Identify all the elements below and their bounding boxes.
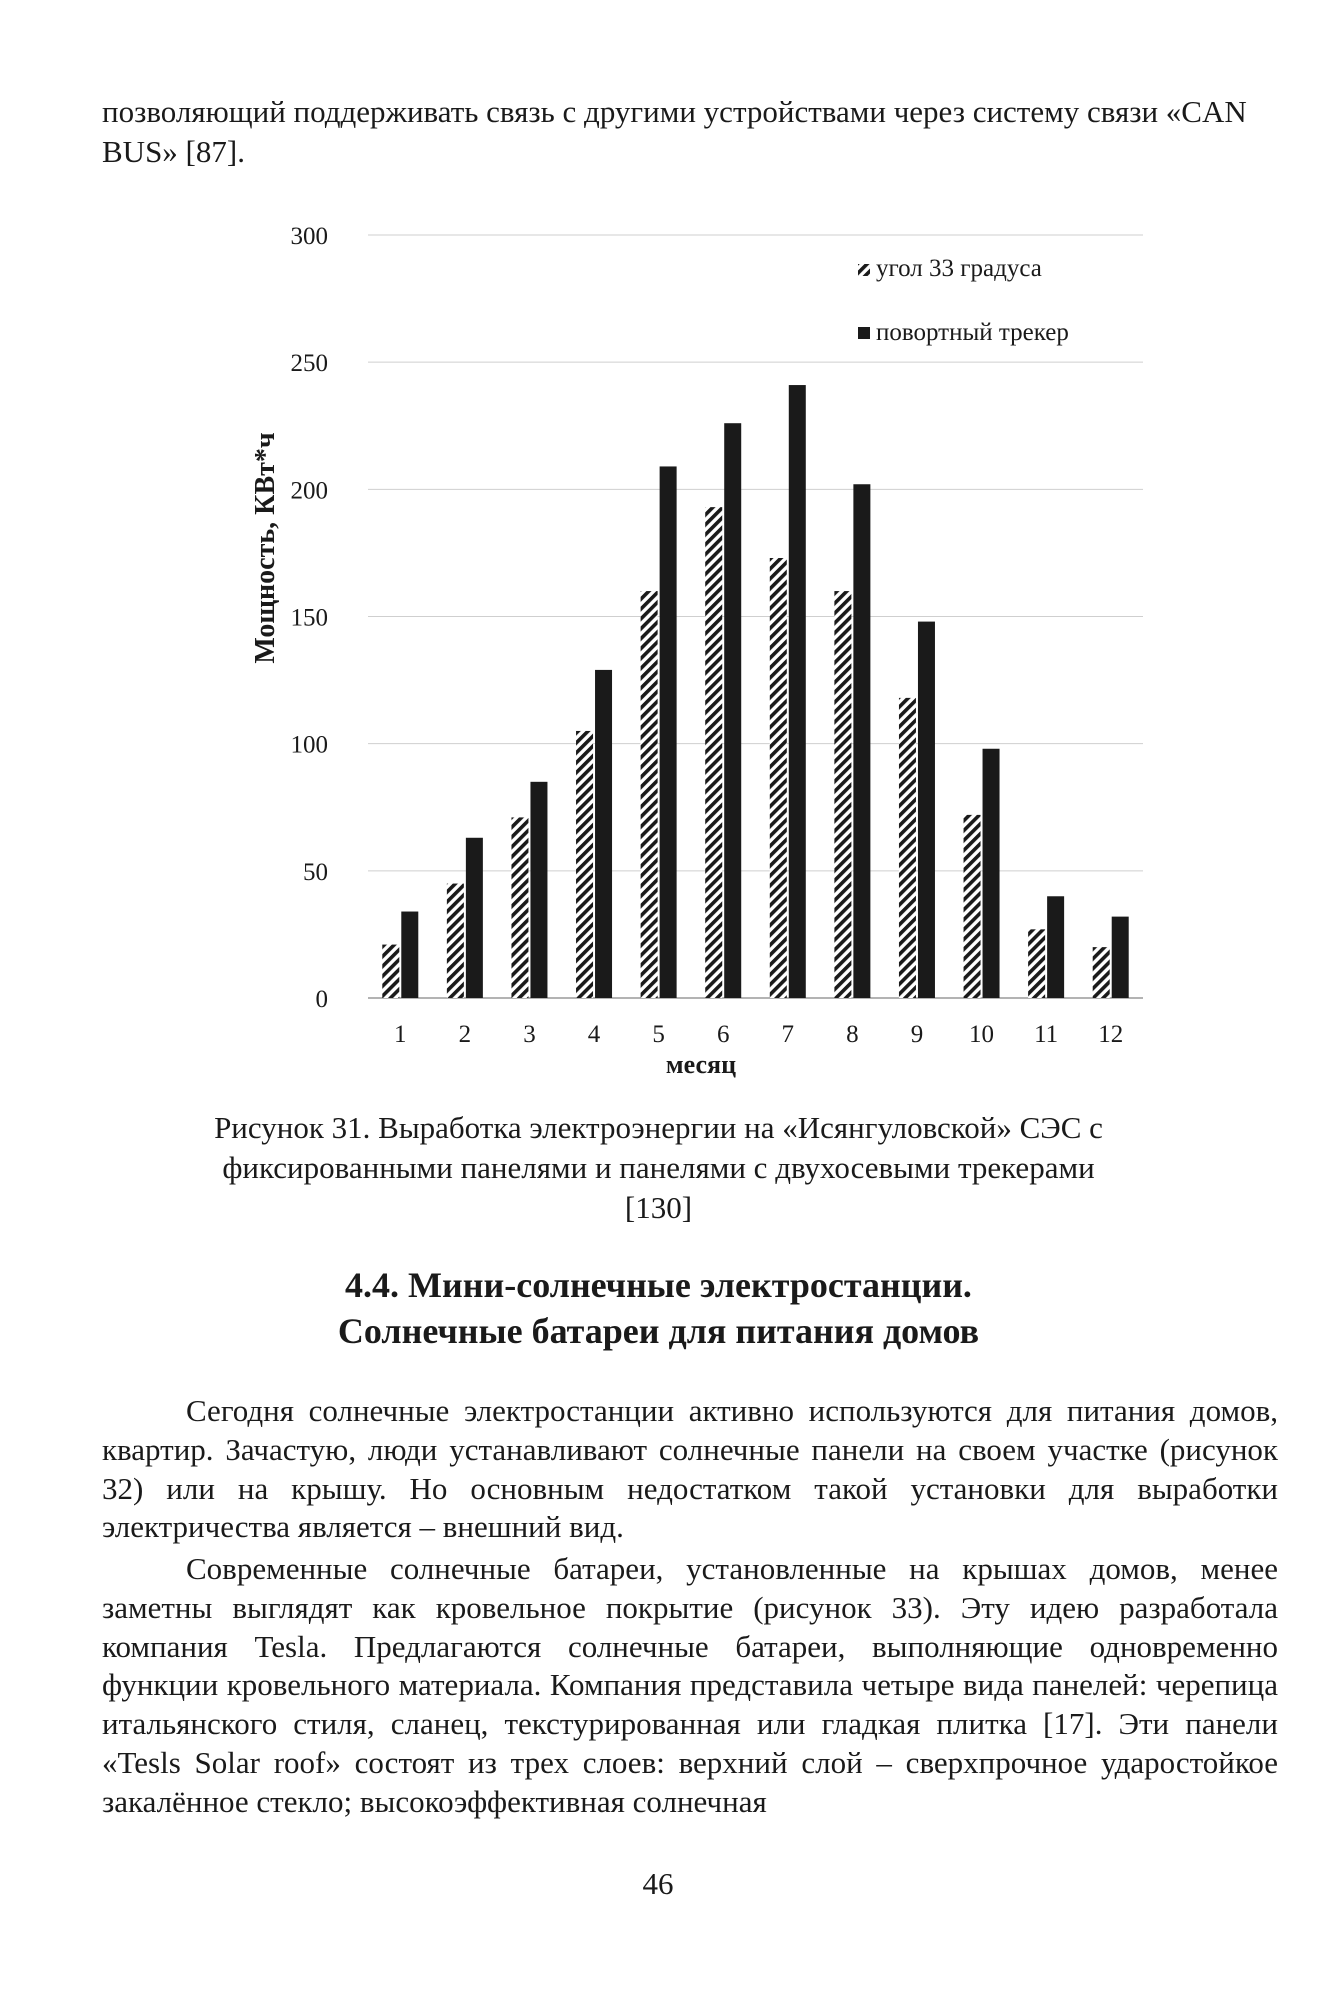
- x-tick-label: 7: [781, 1021, 795, 1048]
- bar-tracker-month-8: [853, 484, 870, 998]
- bar-tracker-month-10: [983, 749, 1000, 998]
- x-tick-label: 6: [716, 1021, 730, 1048]
- y-tick-label: 150: [290, 604, 328, 632]
- y-tick-label: 0: [315, 986, 328, 1013]
- legend-swatch-solid: [858, 327, 870, 339]
- x-tick-label: 1: [394, 1021, 407, 1048]
- y-axis-ticks: [291, 223, 329, 1013]
- bar-tracker-month-3: [530, 782, 547, 998]
- bar-fixed-month-6: [705, 507, 722, 998]
- body-paragraph: Сегодня солнечные электростанции активно используются для питания домов, квартир. Зачастую, люди устанавливают солнечные панели на своем участке (рисунок 32) или на крышу. Но основным недостатком такой установки для выработки электричества является – внешний вид.: [102, 1393, 1278, 1545]
- bar-tracker-month-7: [789, 385, 806, 998]
- bar-fixed-month-10: [964, 815, 981, 998]
- y-tick-label: 50: [303, 858, 328, 886]
- bar-fixed-month-1: [382, 945, 399, 998]
- x-tick-label: 8: [846, 1021, 859, 1048]
- x-axis-ticks: [394, 1021, 1123, 1048]
- body-paragraph: Современные солнечные батареи, установленные на крышах домов, менее заметны выглядят как кровельное покрытие (рисунок 33). Эту идею разработала компания Tesla. Предлагаются солнечные батареи, выполняющие одновременно функции кровельного материала. Компания представила четыре вида панелей: черепица итальянского стиля, сланец, текстурированная или гладкая плитка [17]. Эти панели «Tesls Solar roof» состоят из трех слоев: верхний слой – сверхпрочное ударостойкое закалённое стекло; высокоэффективная солнечная: [102, 1551, 1278, 1819]
- bar-tracker-month-9: [918, 622, 935, 998]
- legend-swatch-hatched: [858, 264, 870, 276]
- y-tick-label: 200: [290, 477, 328, 505]
- bar-tracker-month-6: [724, 423, 741, 998]
- intro-paragraph: позволяющий поддерживать связь с другими устройствами через систему связи «CAN BUS» [87].: [102, 94, 1247, 169]
- bar-tracker-month-4: [595, 670, 612, 998]
- chart-legend: [858, 255, 1069, 346]
- x-tick-label: 2: [458, 1021, 472, 1048]
- x-tick-label: 12: [1098, 1021, 1124, 1048]
- bar-fixed-month-8: [834, 591, 851, 998]
- bar-fixed-month-4: [576, 731, 593, 998]
- legend-label-fixed: угол 33 градуса: [876, 255, 1042, 282]
- bar-fixed-month-5: [641, 591, 658, 998]
- bar-fixed-month-11: [1028, 929, 1045, 998]
- bar-tracker-month-5: [660, 466, 677, 998]
- heading-line-1: 4.4. Мини-солнечные электростанции.: [345, 1265, 972, 1305]
- x-tick-label: 5: [652, 1021, 665, 1048]
- section-heading: [150, 1262, 1167, 1354]
- bar-fixed-month-3: [511, 817, 528, 998]
- bar-fixed-month-2: [447, 884, 464, 998]
- x-tick-label: 4: [587, 1021, 601, 1048]
- x-tick-label: 11: [1034, 1021, 1059, 1048]
- y-tick-label: 250: [290, 350, 328, 378]
- y-tick-label: 100: [290, 731, 328, 759]
- chart-gridlines: [368, 235, 1143, 998]
- x-axis-label: месяц: [665, 1050, 737, 1079]
- y-tick-label: 300: [290, 223, 328, 250]
- x-tick-label: 3: [523, 1021, 536, 1048]
- chart-bars: [382, 385, 1128, 998]
- bar-tracker-month-1: [401, 912, 418, 998]
- legend-label-tracker: повортный трекер: [876, 319, 1069, 346]
- x-tick-label: 10: [969, 1021, 995, 1048]
- figure-caption: Рисунок 31. Выработка электроэнергии на «Исянгуловской» СЭС с фиксированными панелями и панелями с двухосевыми трекерами [130]: [214, 1110, 1103, 1225]
- bar-fixed-month-9: [899, 698, 916, 998]
- y-axis-label: Мощность, КВт*ч: [250, 432, 281, 664]
- heading-line-2: Солнечные батареи для питания домов: [337, 1311, 980, 1351]
- page-number: 46: [642, 1866, 674, 1901]
- bar-tracker-month-12: [1112, 917, 1129, 998]
- bar-tracker-month-2: [466, 838, 483, 998]
- bar-tracker-month-11: [1047, 896, 1064, 998]
- bar-fixed-month-12: [1093, 947, 1110, 998]
- x-tick-label: 9: [910, 1021, 924, 1048]
- bar-fixed-month-7: [770, 558, 787, 998]
